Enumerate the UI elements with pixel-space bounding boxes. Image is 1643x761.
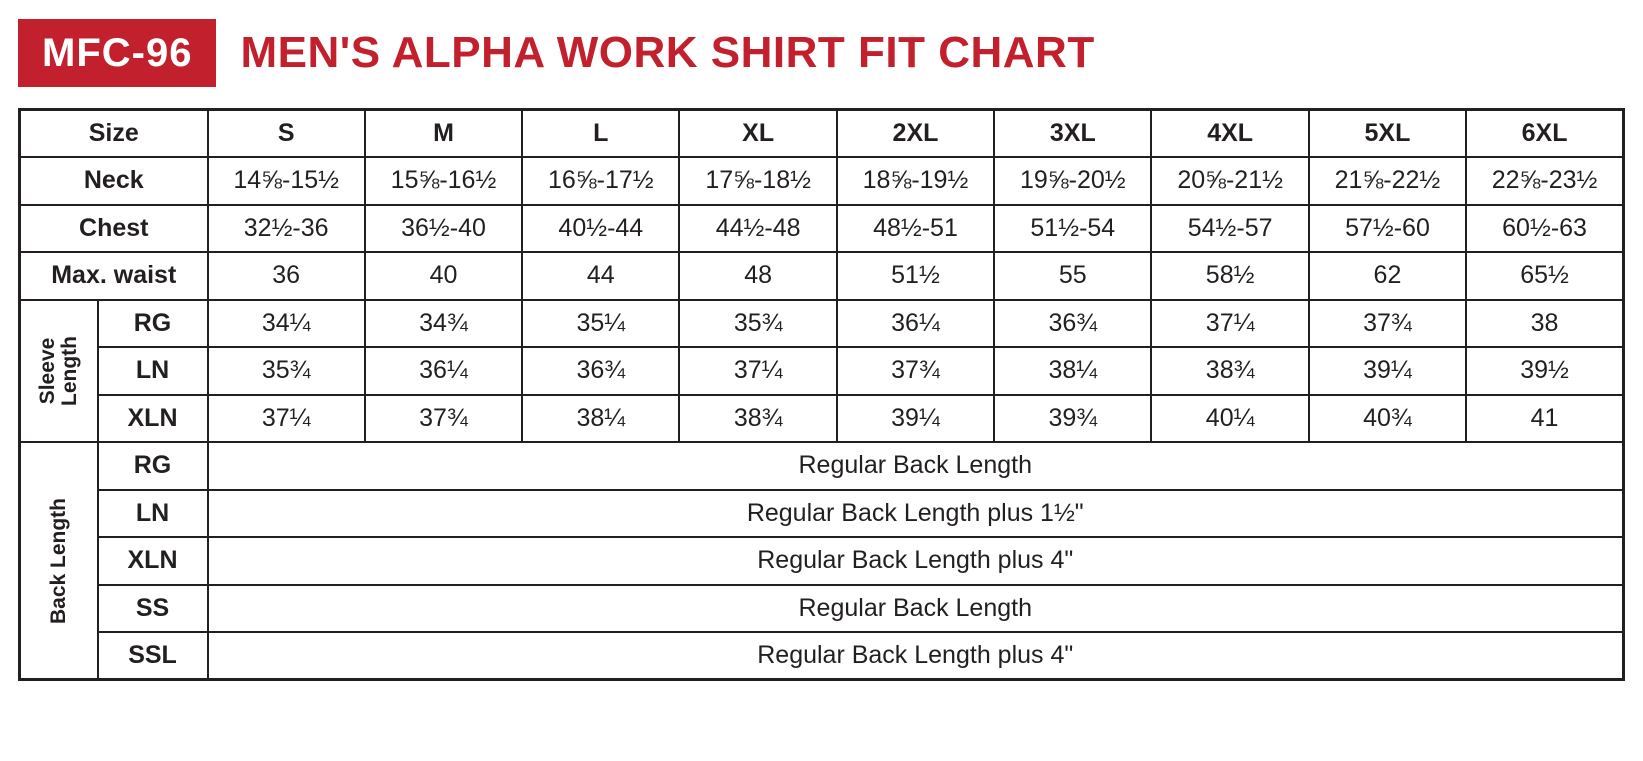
- table-header-row: [20, 110, 1624, 158]
- row-label-back-xln: XLN: [98, 537, 208, 585]
- table-row-back-rg: [20, 442, 1624, 490]
- cell-sleeve-ln: 39½: [1466, 347, 1623, 395]
- cell-sleeve-rg: 35¾: [679, 300, 836, 348]
- cell-max-waist: 48: [679, 252, 836, 300]
- cell-sleeve-ln: 36¼: [365, 347, 522, 395]
- size-header-l: L: [522, 110, 679, 158]
- sleeve-length-vertical-label: Sleeve Length: [35, 335, 81, 406]
- cell-max-waist: 36: [208, 252, 365, 300]
- cell-back-ssl: Regular Back Length plus 4": [208, 632, 1624, 680]
- table-row-max-waist: [20, 252, 1624, 300]
- table-row-sleeve-ln: [20, 347, 1624, 395]
- cell-chest: 57½-60: [1309, 205, 1466, 253]
- cell-sleeve-xln: 40¼: [1151, 395, 1308, 443]
- cell-max-waist: 58½: [1151, 252, 1308, 300]
- size-header-2xl: 2XL: [837, 110, 994, 158]
- corner-label-size: Size: [20, 110, 208, 158]
- cell-back-xln: Regular Back Length plus 4": [208, 537, 1624, 585]
- row-label-sleeve-rg: RG: [98, 300, 208, 348]
- cell-sleeve-rg: 38: [1466, 300, 1623, 348]
- cell-max-waist: 55: [994, 252, 1151, 300]
- cell-back-ln: Regular Back Length plus 1½": [208, 490, 1624, 538]
- cell-sleeve-ln: 38¼: [994, 347, 1151, 395]
- cell-sleeve-ln: 37¼: [679, 347, 836, 395]
- cell-max-waist: 51½: [837, 252, 994, 300]
- cell-chest: 32½-36: [208, 205, 365, 253]
- row-label-back-ln: LN: [98, 490, 208, 538]
- table-row-sleeve-rg: [20, 300, 1624, 348]
- cell-neck: 19⅝-20½: [994, 157, 1151, 205]
- cell-sleeve-xln: 40¾: [1309, 395, 1466, 443]
- page-header: [18, 18, 1625, 88]
- cell-sleeve-xln: 38¼: [522, 395, 679, 443]
- row-label-back-rg: RG: [98, 442, 208, 490]
- cell-max-waist: 65½: [1466, 252, 1623, 300]
- fit-chart-table: [18, 108, 1625, 681]
- cell-chest: 51½-54: [994, 205, 1151, 253]
- table-row-chest: [20, 205, 1624, 253]
- cell-back-ss: Regular Back Length: [208, 585, 1624, 633]
- cell-neck: 21⅝-22½: [1309, 157, 1466, 205]
- group-cell-back-length: [20, 442, 98, 680]
- cell-neck: 20⅝-21½: [1151, 157, 1308, 205]
- cell-chest: 60½-63: [1466, 205, 1623, 253]
- size-header-6xl: 6XL: [1466, 110, 1623, 158]
- cell-sleeve-ln: 38¾: [1151, 347, 1308, 395]
- cell-back-rg: Regular Back Length: [208, 442, 1624, 490]
- cell-sleeve-xln: 37¼: [208, 395, 365, 443]
- cell-sleeve-rg: 34¾: [365, 300, 522, 348]
- cell-sleeve-rg: 36¼: [837, 300, 994, 348]
- size-header-4xl: 4XL: [1151, 110, 1308, 158]
- cell-chest: 44½-48: [679, 205, 836, 253]
- cell-neck: 18⅝-19½: [837, 157, 994, 205]
- cell-sleeve-rg: 37¼: [1151, 300, 1308, 348]
- cell-sleeve-xln: 38¾: [679, 395, 836, 443]
- row-label-back-ssl: SSL: [98, 632, 208, 680]
- cell-sleeve-rg: 36¾: [994, 300, 1151, 348]
- table-row-back-ssl: [20, 632, 1624, 680]
- row-label-back-ss: SS: [98, 585, 208, 633]
- row-label-chest: Chest: [20, 205, 208, 253]
- back-length-vertical-label: Back Length: [46, 497, 70, 624]
- table-row-neck: [20, 157, 1624, 205]
- cell-sleeve-rg: 34¼: [208, 300, 365, 348]
- cell-sleeve-ln: 36¾: [522, 347, 679, 395]
- cell-sleeve-rg: 35¼: [522, 300, 679, 348]
- size-header-xl: XL: [679, 110, 836, 158]
- cell-neck: 15⅝-16½: [365, 157, 522, 205]
- cell-sleeve-xln: 39¾: [994, 395, 1151, 443]
- cell-neck: 14⅝-15½: [208, 157, 365, 205]
- cell-max-waist: 62: [1309, 252, 1466, 300]
- cell-chest: 48½-51: [837, 205, 994, 253]
- cell-max-waist: 44: [522, 252, 679, 300]
- cell-max-waist: 40: [365, 252, 522, 300]
- cell-chest: 54½-57: [1151, 205, 1308, 253]
- cell-sleeve-xln: 37¾: [365, 395, 522, 443]
- table-row-back-ss: [20, 585, 1624, 633]
- cell-sleeve-ln: 39¼: [1309, 347, 1466, 395]
- page-title: MEN'S ALPHA WORK SHIRT FIT CHART: [240, 28, 1095, 77]
- row-label-neck: Neck: [20, 157, 208, 205]
- cell-neck: 16⅝-17½: [522, 157, 679, 205]
- cell-chest: 40½-44: [522, 205, 679, 253]
- group-cell-sleeve-length: [20, 300, 98, 443]
- row-label-sleeve-ln: LN: [98, 347, 208, 395]
- size-header-m: M: [365, 110, 522, 158]
- row-label-max-waist: Max. waist: [20, 252, 208, 300]
- cell-neck: 22⅝-23½: [1466, 157, 1623, 205]
- cell-chest: 36½-40: [365, 205, 522, 253]
- row-label-sleeve-xln: XLN: [98, 395, 208, 443]
- cell-sleeve-rg: 37¾: [1309, 300, 1466, 348]
- table-row-back-ln: [20, 490, 1624, 538]
- product-code-badge: MFC-96: [18, 19, 216, 87]
- cell-neck: 17⅝-18½: [679, 157, 836, 205]
- cell-sleeve-ln: 35¾: [208, 347, 365, 395]
- table-row-back-xln: [20, 537, 1624, 585]
- table-row-sleeve-xln: [20, 395, 1624, 443]
- size-header-5xl: 5XL: [1309, 110, 1466, 158]
- size-header-s: S: [208, 110, 365, 158]
- cell-sleeve-xln: 39¼: [837, 395, 994, 443]
- cell-sleeve-xln: 41: [1466, 395, 1623, 443]
- cell-sleeve-ln: 37¾: [837, 347, 994, 395]
- size-header-3xl: 3XL: [994, 110, 1151, 158]
